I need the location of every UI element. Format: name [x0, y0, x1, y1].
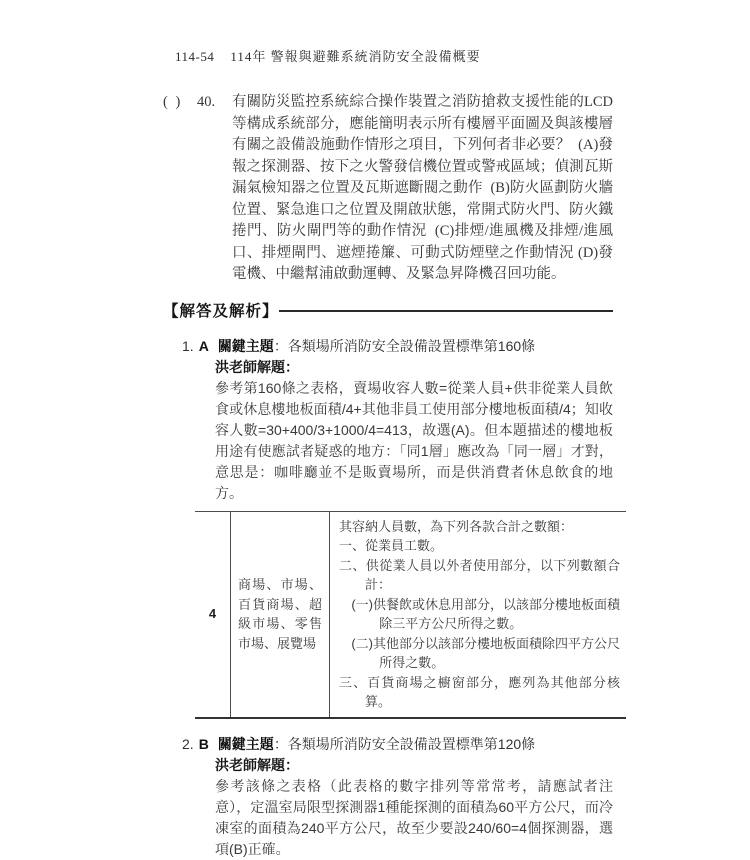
description-line: 其容納人員數，為下列各款合計之數額： — [339, 518, 574, 534]
description-line: (二)其他部分以該部分樓地板面積除四平方公尺所得之數。 — [351, 635, 621, 670]
question-block — [163, 92, 613, 286]
table-row — [195, 511, 626, 718]
key-topic-text: ：各類場所消防安全設備設置標準第120條 — [273, 735, 536, 752]
solution-explanation: 參考該條之表格（此表格的數字排列等常常考，請應試者注意），定溫室局限型探測器1種能探測的面積為60平方公尺，而冷凍室的面積為240平方公尺，故至少要設240/60=4個探測器，選項(B)正確。 — [215, 777, 613, 857]
description-line: 二、供從業人員以外者使用部分，以下列數額合計： — [339, 557, 620, 592]
answers-section-title: 【解答及解析】 — [163, 302, 279, 320]
description-line: 一、從業員工數。 — [339, 538, 444, 553]
solution-heading — [163, 734, 613, 755]
answers-section-header — [163, 299, 613, 321]
solution-heading — [163, 336, 613, 357]
running-head — [163, 46, 613, 65]
header-rule-line — [279, 310, 613, 312]
solution-item-1 — [163, 336, 621, 719]
description-line: (一)供餐飲或休息用部分，以該部分樓地板面積除三平方公尺所得之數。 — [351, 596, 621, 631]
table-cell-description — [330, 511, 627, 718]
statute-table — [195, 511, 626, 719]
description-line: 三、百貨商場之櫥窗部分，應列為其他部分核算。 — [339, 674, 620, 709]
solution-number: 1. — [182, 337, 194, 354]
question-number: 40. — [197, 94, 216, 110]
answer-blank-mark: ( ) — [163, 94, 181, 110]
teacher-note-label: 洪老師解題： — [215, 358, 299, 375]
teacher-note-label: 洪老師解題： — [215, 756, 299, 773]
solution-number: 2. — [182, 735, 194, 752]
question-text: 有關防災監控系統綜合操作裝置之消防搶救支援性能的LCD等構成系統部分，應能簡明表示所有樓層平面圖及與該樓層有關之設備設施動作情形之項目，下列何者非必要？ (A)發報之探測器、按下之火警發信機位置或警戒區域；偵測瓦斯漏氣檢知器之位置及瓦斯遮斷閥之動作 (B)防火區劃防火牆位置、緊急進口之位置及開啟狀態，常開式防火門、防火鐵捲門、防火閘門等的動作情況 (C)排煙/進風機及排煙/進風口、排煙閘門、遮煙捲簾、可動式防煙壁之作動情況 (D)發電機、中繼幫浦啟動運轉、及緊急昇降機召回功能。 — [232, 94, 613, 282]
page-number-label: 114-54 — [175, 49, 215, 64]
table-cell-row-number: 4 — [208, 606, 217, 622]
solution-answer-letter: B — [198, 735, 209, 752]
key-topic-label: 關鍵主題 — [217, 337, 274, 354]
solution-answer-letter: A — [198, 337, 209, 354]
key-topic-text: ：各類場所消防安全設備設置標準第160條 — [273, 337, 536, 354]
table-cell-category: 商場、市場、百貨商場、超級市場、零售市場、展覽場 — [231, 511, 330, 718]
key-topic-label: 關鍵主題 — [217, 735, 274, 752]
chapter-title: 114年 警報與避難系統消防安全設備概要 — [230, 49, 481, 64]
solution-explanation: 參考第160條之表格，賣場收容人數=從業人員+供非從業人員飲食或休息樓地板面積/4+其他非員工使用部分樓地板面積/4；知收容人數=30+400/3+1000/4=413，故選(A)。但本題描述的樓地板用途有使應試者疑惑的地方：「同1層」應改為「同一層」才對，意思是：咖啡廳並不是販賣場所，而是供消費者休息飲食的地方。 — [215, 379, 613, 501]
solution-item-2 — [163, 734, 613, 860]
